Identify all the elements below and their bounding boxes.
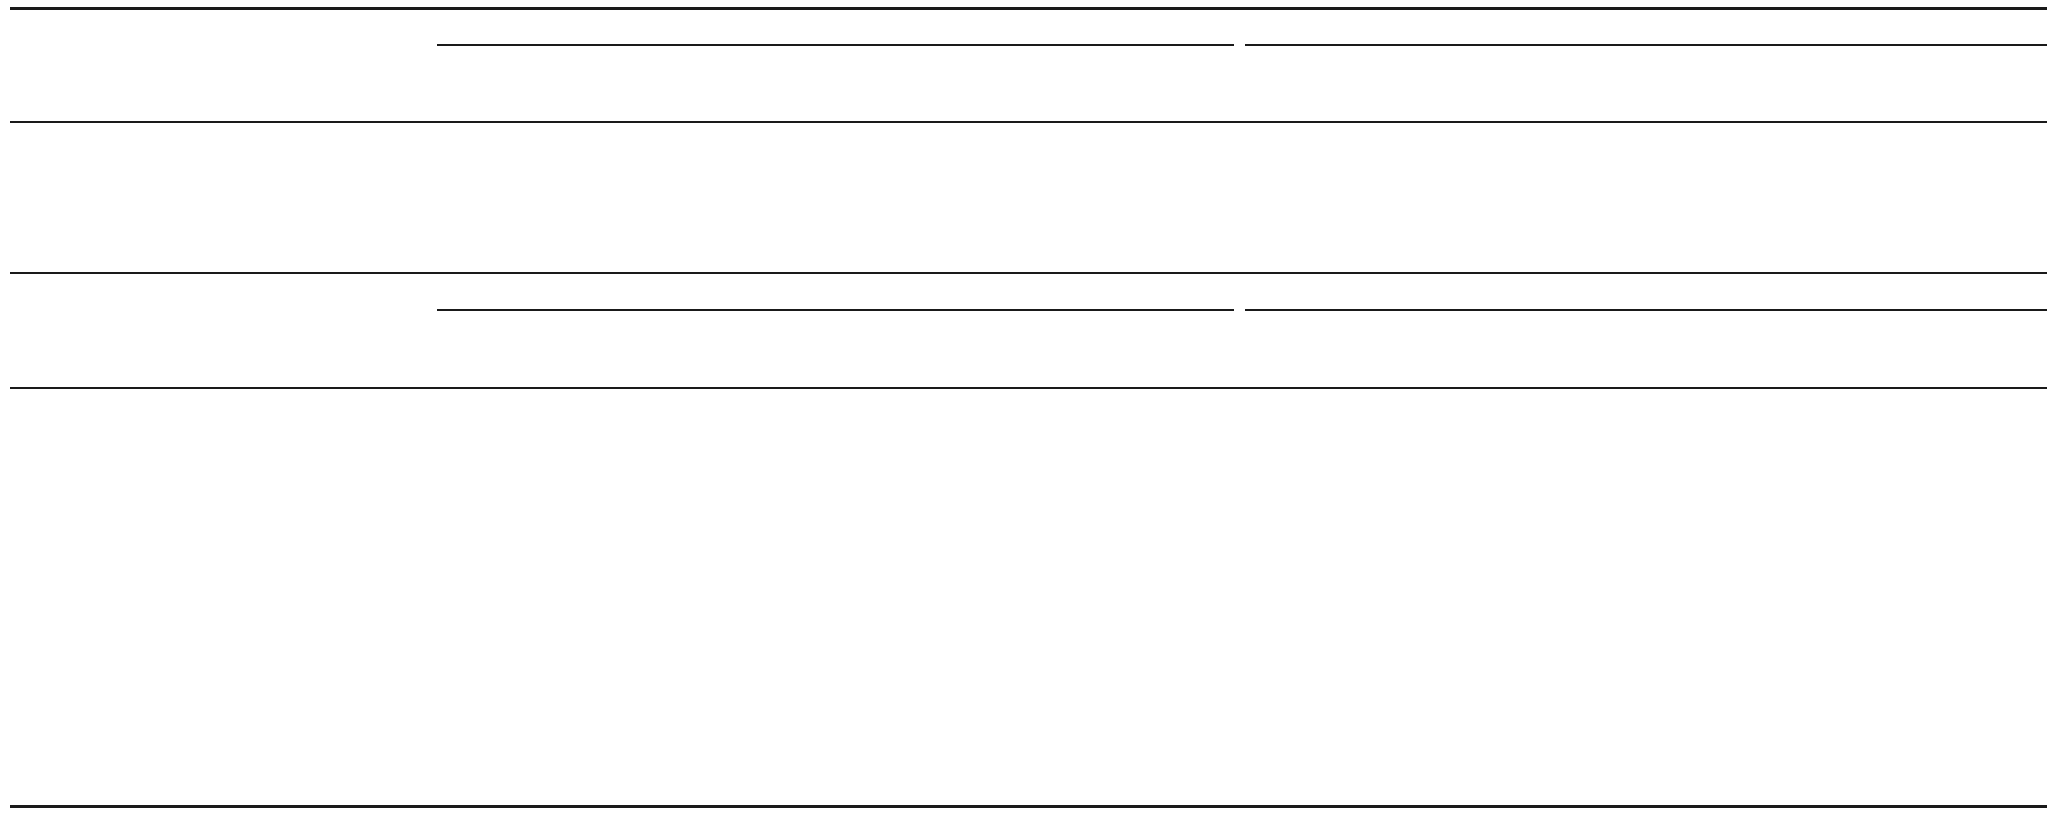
- panel-a-const-coef-1: [440, 207, 446, 238]
- panel-a-const-coef-4: [1644, 207, 1650, 238]
- panel-a-dif-coef-1: [477, 157, 483, 188]
- panel-a-dif-coef-2: [876, 157, 882, 188]
- panel-a-dif-coef-3: [1292, 157, 1298, 188]
- panel-a-header-rule: [10, 121, 2047, 123]
- panel-a-dif-coef-4: [1695, 157, 1701, 188]
- panel-a-left-group-rule: [437, 44, 1234, 46]
- table-top-rule: [10, 7, 2047, 10]
- panel-separator-rule: [10, 272, 2047, 274]
- panel-b-right-group-rule: [1245, 309, 2047, 311]
- table-bottom-rule: [10, 805, 2047, 808]
- panel-a-const-coef-2: [843, 207, 849, 238]
- panel-b-header-rule: [10, 387, 2047, 389]
- panel-b-left-group-rule: [437, 309, 1234, 311]
- panel-a-const-coef-3: [1242, 207, 1248, 238]
- panel-a-right-group-rule: [1245, 44, 2047, 46]
